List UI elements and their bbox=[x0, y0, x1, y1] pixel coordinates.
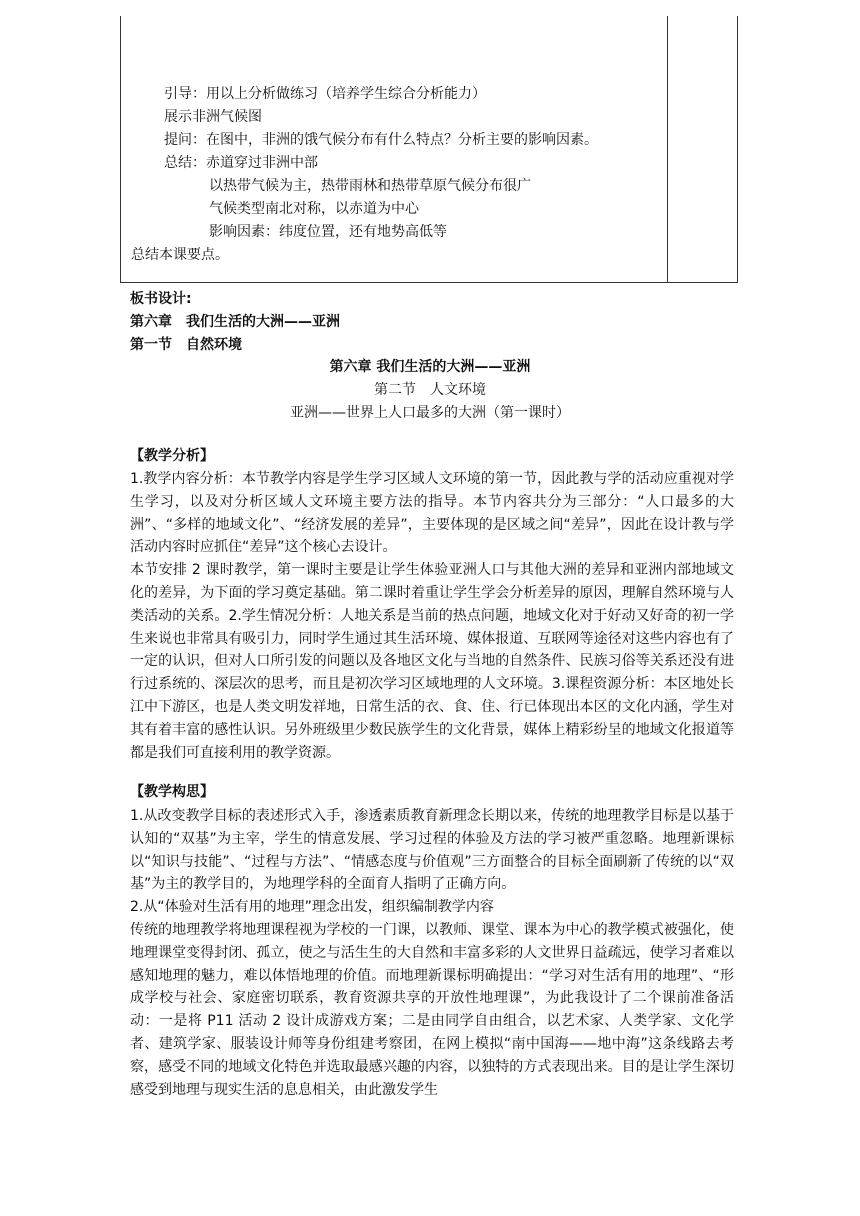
concept-paragraph-3: 传统的地理教学将地理课程视为学校的一门课，以教师、课堂、课本为中心的教学模式被强化，使地理课堂变得封闭、孤立，使之与活生生的大自然和丰富多彩的人文世界日益疏远，使学习者难以感知地理的魅力，难以体悟地理的价值。而地理新课标明确提出：“学习对生活有用的地理”、“形成学校与社会、家庭密切联系，教育资源共享的开放性地理课”，为此我设计了二个课前准备活动：一是将 P11 活动 2 设计成游戏方案；二是由同学自由组合，以艺术家、人类学家、文化学者、建筑学家、服装设计师等身份组建考察团，在网上模拟“南中国海——地中海”这条线路去考察，感受不同的地域文化特色并选取最感兴趣的内容，以独特的方式表现出来。目的是让学生深切感受到地理与现实生活的息息相关，由此激发学生 bbox=[130, 921, 734, 1098]
board-section-text: 第一节 自然环境 bbox=[130, 337, 242, 353]
concept-paragraph-1: 1.从改变教学目标的表述形式入手，渗透素质教育新理念长期以来，传统的地理教学目标是以基于认知的“双基”为主宰，学生的情意发展、学习过程的体验及方法的学习被严重忽略。地理新课标以“知识与技能”、“过程与方法”、“情感态度与价值观”三方面整合的目标全面刷新了传统的以“双基”为主的教学目的，为地理学科的全面育人指明了正确方向。 bbox=[130, 808, 734, 893]
lesson-subtitle: 亚洲——世界上人口最多的大洲（第一课时） bbox=[290, 405, 570, 421]
table-line-guide: 引导：用以上分析做练习（培养学生综合分析能力） bbox=[164, 86, 486, 102]
table-line-factors: 影响因素：纬度位置，还有地势高低等 bbox=[209, 224, 447, 240]
board-design-label: 板书设计: bbox=[130, 291, 192, 307]
table-column-divider bbox=[667, 16, 668, 282]
board-chapter: 第六章 我们生活的大洲——亚洲 bbox=[130, 314, 340, 330]
concept-heading: 【教学构思】 bbox=[130, 784, 214, 800]
lesson-section-title: 第二节 人文环境 bbox=[374, 382, 486, 398]
analysis-paragraph-2: 本节安排 2 课时教学，第一课时主要是让学生体验亚洲人口与其他大洲的差异和亚洲内部地域文化的差异，为下面的学习奠定基础。第二课时着重让学生学会分析差异的原因，理解自然环境与人类活动的关系。2.学生情况分析：人地关系是当前的热点问题，地域文化对于好动又好奇的初一学生来说也非常具有吸引力，同时学生通过其生活环境、媒体报道、互联网等途径对这些内容也有了一定的认识，但对人口所引发的问题以及各地区文化与当地的自然条件、民族习俗等关系还没有进行过系统的、深层次的思考，而且是初次学习区域地理的人文环境。3.课程资源分析：本区地处长江中下游区，也是人类文明发祥地，日常生活的衣、食、住、行已体现出本区的文化内涵，学生对其有着丰富的感性认识。另外班级里少数民族学生的文化背景，媒体上精彩纷呈的地域文化报道等都是我们可直接利用的教学资源。 bbox=[130, 562, 734, 761]
analysis-paragraph-1: 1.教学内容分析：本节教学内容是学生学习区域人文环境的第一节，因此教与学的活动应重视对学生学习，以及对分析区域人文环境主要方法的指导。本节内容共分为三部分：“人口最多的大洲”、“多样的地域文化”、“经济发展的差异”，主要体现的是区域之间“差异”，因此在设计教与学活动内容时应抓住“差异”这个核心去设计。 bbox=[130, 471, 734, 556]
analysis-heading: 【教学分析】 bbox=[130, 448, 214, 464]
lesson-chapter-title: 第六章 我们生活的大洲——亚洲 bbox=[329, 359, 531, 375]
table-line-tropical: 以热带气候为主，热带雨林和热带草原气候分布很广 bbox=[209, 178, 531, 194]
analysis-body bbox=[130, 468, 734, 764]
table-line-show-map: 展示非洲气候图 bbox=[164, 109, 262, 125]
table-line-summary: 总结：赤道穿过非洲中部 bbox=[164, 155, 318, 171]
table-line-symmetric: 气候类型南北对称，以赤道为中心 bbox=[209, 201, 419, 217]
lesson-table bbox=[120, 16, 738, 283]
table-line-conclusion: 总结本课要点。 bbox=[131, 247, 229, 263]
concept-paragraph-2: 2.从“体验对生活有用的地理”理念出发，组织编制教学内容 bbox=[130, 899, 494, 916]
board-section bbox=[130, 334, 242, 356]
table-line-question: 提问：在图中，非洲的饿气候分布有什么特点？分析主要的影响因素。 bbox=[164, 132, 598, 148]
concept-body bbox=[130, 805, 734, 1101]
